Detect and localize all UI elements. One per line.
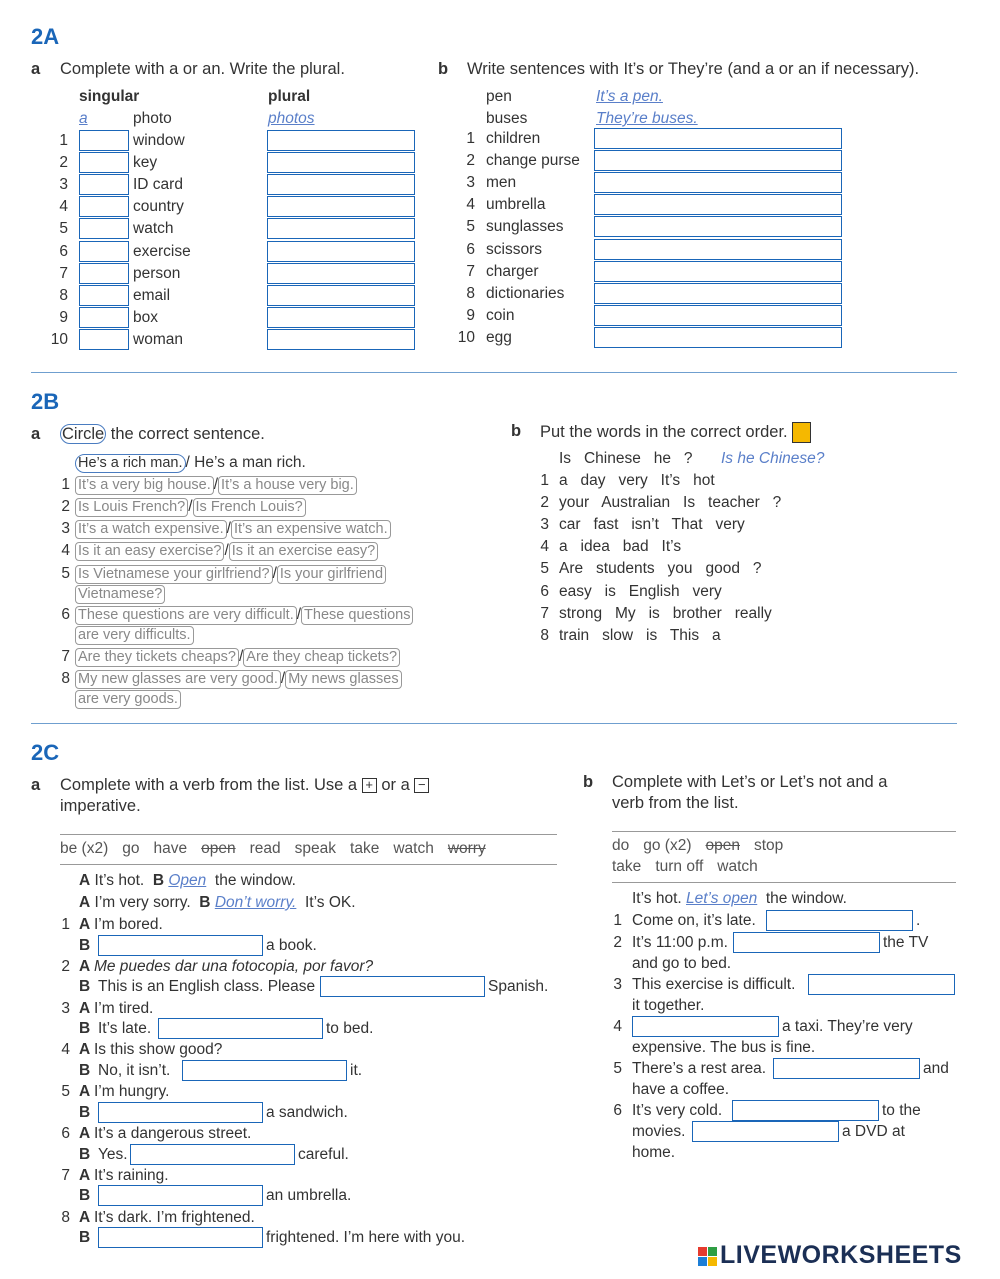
exercise-2b-b-instruction: Put the words in the correct order. [540,422,811,443]
example-correct: He’s a rich man. [75,454,186,473]
example-word-1: pen [486,88,512,105]
sentence-continued: have a coffee. [632,1081,730,1098]
sentence-choice-row: My new glasses are very good. / My news glasses [75,670,402,689]
sentence-continued: expensive. The bus is fine. [632,1039,816,1056]
dialogue-line-b-post: frightened. I’m here with you. [266,1229,466,1247]
sentence-input[interactable] [594,327,842,348]
item-number: 1 [466,130,475,147]
exercise-2c-a-instruction-line2: imperative. [60,797,141,815]
speaker-b: B [79,1187,91,1205]
example-plural: photos [268,110,315,127]
plural-input[interactable] [267,307,415,328]
article-input[interactable] [79,130,129,151]
article-input[interactable] [79,263,129,284]
item-number: 6 [466,240,475,258]
item-number: 2 [466,152,475,170]
speaker-b: B [79,1020,91,1038]
item-number: 3 [61,520,70,537]
dialogue-line-b-pre: This is an English class. Please [98,978,316,996]
word-list-item: watch [717,858,758,875]
item-number: 2 [61,498,70,515]
prompt-word: coin [486,306,515,324]
item-number: 4 [61,542,70,559]
article-input[interactable] [79,241,129,262]
plus-icon: + [362,778,377,793]
dialogue-line-a: A Is this show good? [79,1041,223,1059]
article-input[interactable] [79,307,129,328]
speaker-b: B [79,978,91,996]
item-number: 5 [59,220,68,238]
scrambled-words: car fast isn’t That very [559,516,745,534]
singular-word: country [133,198,184,216]
sticky-note-icon[interactable] [792,422,811,443]
item-number: 6 [61,606,70,623]
singular-word: woman [133,330,183,348]
word-list-item: speak [294,840,337,857]
dialogue-line-a: A I’m tired. [79,999,154,1017]
sentence-pre: This exercise is difficult. [632,976,796,993]
item-number: 1 [59,132,68,149]
sentence-post: . [916,912,921,929]
example-word: photo [133,110,172,127]
sentence-choice-row: Is Vietnamese your girlfriend? / Is your girlfriend [75,565,386,584]
example-2: A I’m very sorry. B Don’t worry. It’s OK. [79,894,356,911]
dialogue-line-a: A It’s raining. [79,1166,169,1184]
example-2c-b: It’s hot. Let’s open the window. [632,890,847,907]
exercise-2a-b-instruction: Write sentences with It’s or They’re (and a or an if necessary). [467,60,920,78]
item-number: 8 [540,626,549,644]
item-number: 2 [59,154,68,172]
plural-input[interactable] [267,285,415,306]
liveworksheets-logo: LIVEWORKSHEETS [698,1241,962,1270]
article-input[interactable] [79,196,129,217]
sentence-input[interactable] [594,283,842,304]
item-number: 3 [613,976,622,993]
plural-input[interactable] [267,196,415,217]
prompt-word: dictionaries [486,284,565,302]
speaker-b: B [79,1145,91,1163]
word-list-item: go (x2) [643,837,692,854]
sentence-post: and [923,1060,949,1077]
scrambled-words: train slow is This a [559,626,721,644]
sentence-choice-row: Is it an easy exercise? / Is it an exercise easy? [75,542,378,561]
item-number: 4 [59,198,68,216]
item-number: 2 [540,494,549,512]
scrambled-words: Are students you good ? [559,560,762,578]
speaker-b: B [79,1229,91,1247]
sentence-input[interactable] [594,239,842,260]
exercise-2a-a-label: a [31,60,41,78]
exercise-2c-b-instruction: Complete with Let’s or Let’s not and a [612,773,888,791]
word-list-item: have [153,840,188,857]
sentence-option[interactable]: My new glasses are very good. [75,670,281,689]
singular-word: person [133,264,181,282]
sentence-pre: Come on, it’s late. [632,912,756,929]
item-number: 5 [61,1083,70,1101]
sentence-choice-row: It’s a watch expensive. / It’s an expensive watch. [75,520,391,539]
sentence-post: the TV [883,934,929,951]
divider [31,723,957,724]
dialogue-line-b-post: it. [350,1061,363,1079]
example-sentence-pair: He’s a rich man. / He’s a man rich. [75,454,306,473]
item-number: 1 [61,916,70,933]
item-number: 9 [466,306,475,324]
item-number: 7 [540,604,549,622]
lets-input[interactable] [766,910,913,931]
item-number: 10 [50,330,68,348]
scrambled-words: easy is English very [559,582,722,600]
item-number: 10 [457,328,475,346]
word-list-item: read [249,840,281,857]
plural-input[interactable] [267,174,415,195]
sentence-choice-row: Is Louis French? / Is French Louis? [75,498,306,517]
article-input[interactable] [79,285,129,306]
word-list-item: worry [447,840,486,857]
dialogue-line-a: A I’m bored. [79,916,163,933]
item-number: 8 [59,286,68,304]
example-1: A It’s hot. B Open the window. [79,872,296,889]
item-number: 8 [466,284,475,302]
item-number: 1 [540,472,549,489]
sentence-option[interactable]: These questions are very difficult. [75,606,297,625]
dialogue-line-b-pre: It’s late. [98,1020,152,1038]
verb-input[interactable] [98,1227,263,1248]
divider [31,372,957,373]
singular-word: exercise [133,242,191,260]
prompt-word: umbrella [486,196,546,214]
sentence-input[interactable] [594,194,842,215]
sentence-continued: home. [632,1144,676,1161]
singular-word: email [133,286,171,304]
item-number: 5 [540,560,549,578]
item-number: 6 [59,242,68,260]
prompt-word: children [486,130,541,147]
sentence-continued: it together. [632,997,705,1014]
item-number: 3 [540,516,549,534]
item-number: 6 [613,1102,622,1119]
word-list-item: take [350,840,380,857]
singular-word: box [133,308,158,326]
item-number: 5 [613,1060,622,1077]
prompt-word: egg [486,328,512,346]
article-input[interactable] [79,152,129,173]
sentence-choice-row: It’s a very big house. / It’s a house very big. [75,476,357,495]
sentence-option[interactable]: Is your girlfriend [277,565,386,584]
verb-input[interactable] [320,976,485,997]
sentence-option[interactable]: It’s a house very big. [218,476,357,495]
item-number: 3 [466,174,475,192]
lets-input[interactable] [808,974,955,995]
sentence-option[interactable]: Is it an exercise easy? [229,542,378,561]
exercise-2c-b-instruction-line2: verb from the list. [612,794,739,812]
sentence-option[interactable]: Is Louis French? [75,498,188,517]
sentence-option[interactable]: It’s a watch expensive. [75,520,227,539]
dialogue-line-b-post: a sandwich. [266,1103,348,1121]
exercise-2c-a-label: a [31,776,41,794]
item-number: 2 [613,934,622,951]
sentence-post: to the [882,1102,921,1119]
prompt-word: sunglasses [486,218,564,236]
sentence-option[interactable]: Vietnamese? [75,585,165,604]
item-number: 7 [61,1166,70,1184]
sentence-input[interactable] [594,305,842,326]
example-answer: Is he Chinese? [721,450,825,467]
exercise-2a-a-instruction: Complete with a or an. Write the plural. [60,60,345,78]
dialogue-line-b-pre: No, it isn’t. [98,1061,171,1079]
sentence-option[interactable]: Is it an easy exercise? [75,542,224,561]
dialogue-line-b-post: Spanish. [488,978,549,996]
item-number: 8 [61,1208,70,1226]
example-word-2: buses [486,110,528,127]
item-number: 3 [61,999,70,1017]
item-number: 3 [59,176,68,194]
column-header-singular: singular [79,88,140,105]
plural-input[interactable] [267,218,415,239]
item-number: 4 [613,1018,622,1035]
exercise-2c-b-label: b [583,773,594,791]
article-input[interactable] [79,174,129,195]
lets-input[interactable] [733,932,880,953]
item-number: 4 [466,196,475,214]
scrambled-words: your Australian Is teacher ? [559,494,782,512]
prompt-word: change purse [486,152,580,170]
sentence-pre: It’s 11:00 p.m. [632,934,728,951]
verb-input[interactable] [182,1060,347,1081]
dialogue-line-b-post: an umbrella. [266,1187,352,1205]
lets-input[interactable] [692,1121,839,1142]
dialogue-line-b-post: to bed. [326,1020,374,1038]
item-number: 7 [59,264,68,282]
speaker-b: B [79,1103,91,1121]
plural-input[interactable] [267,263,415,284]
dialogue-line-a: A I’m hungry. [79,1083,170,1101]
example-scrambled: Is Chinese he ? [559,450,693,467]
speaker-b: B [79,1061,91,1079]
sentence-option-continued [75,626,194,645]
lets-input[interactable] [773,1058,920,1079]
exercise-2c-a-instruction: Complete with a verb from the list. Use a + or a − [60,776,429,795]
singular-word: ID card [133,176,183,194]
example-article: a [79,110,88,127]
dialogue-line-b-pre: Yes. [98,1145,128,1163]
sentence-post: a DVD at [842,1123,905,1140]
singular-word: window [133,132,185,149]
circled-word: Circle [62,425,105,443]
sentence-continued: movies. [632,1123,686,1140]
verb-input[interactable] [158,1018,323,1039]
sentence-pre: It’s very cold. [632,1102,723,1119]
example-answer-2: They’re buses. [596,110,698,127]
minus-icon: − [414,778,429,793]
prompt-word: men [486,174,517,192]
sentence-post: a taxi. They’re very [782,1018,913,1035]
word-list-item: open [201,840,236,857]
word-list-item: be (x2) [60,840,109,857]
dialogue-line-a: A It’s a dangerous street. [79,1125,252,1142]
exercise-2b-a-label: a [31,425,41,443]
plural-input[interactable] [267,329,415,350]
scrambled-words: a day very It’s hot [559,472,715,489]
example-answer-1: It’s a pen. [596,88,663,105]
prompt-word: scissors [486,240,542,258]
sentence-input[interactable] [594,128,842,149]
example-wrong: He’s a man rich. [194,454,306,471]
sentence-input[interactable] [594,150,842,171]
scrambled-words: strong My is brother really [559,604,772,622]
sentence-option[interactable]: Are they cheap tickets? [243,648,400,667]
sentence-option[interactable]: Is French Louis? [193,498,306,517]
verb-input[interactable] [130,1144,295,1165]
item-number: 4 [61,1041,70,1059]
item-number: 1 [61,476,70,493]
exercise-2a-b-label: b [438,60,449,78]
word-list-item: stop [753,837,784,854]
sentence-option[interactable]: Is Vietnamese your girlfriend? [75,565,273,584]
dialogue-line-b-post: a book. [266,936,317,954]
item-number: 7 [466,262,475,280]
item-number: 4 [540,538,549,556]
plural-input[interactable] [267,152,415,173]
sentence-option-continued [75,585,165,604]
item-number: 7 [61,648,70,665]
word-list-item: go [122,840,140,857]
item-number: 6 [540,582,549,600]
verb-input[interactable] [98,935,263,956]
sentence-option[interactable]: Are they tickets cheaps? [75,648,239,667]
sentence-choice-row: These questions are very difficult. / These questions [75,606,413,625]
word-list-item: open [705,837,740,854]
word-list-2c-b [612,831,956,883]
dialogue-line-b-post: careful. [298,1145,349,1163]
dialogue-line-a: A Me puedes dar una fotocopia, por favor? [79,957,374,975]
item-number: 9 [59,308,68,326]
word-list-2c-a [60,834,557,865]
sentence-option[interactable]: are very goods. [75,690,181,709]
singular-word: key [133,154,158,172]
lets-input[interactable] [632,1016,779,1037]
sentence-option[interactable]: are very difficults. [75,626,194,645]
column-header-plural: plural [268,88,311,105]
scrambled-words: a idea bad It’s [559,538,682,556]
sentence-choice-row: Are they tickets cheaps? / Are they cheap tickets? [75,648,400,667]
item-number: 5 [466,218,475,236]
exercise-2b-b-label: b [511,422,522,440]
verb-input[interactable] [98,1185,263,1206]
sentence-option[interactable]: It’s an expensive watch. [231,520,391,539]
word-list-item: take [612,858,642,875]
section-title-2b: 2B [31,389,60,414]
speaker-b: B [79,936,91,954]
sentence-continued: and go to bed. [632,955,732,972]
word-list-item: watch [393,840,434,857]
sentence-input[interactable] [594,172,842,193]
article-input[interactable] [79,218,129,239]
exercise-2b-a-instruction: Circle the correct sentence. [62,425,265,443]
item-number: 8 [61,670,70,687]
article-input[interactable] [79,329,129,350]
sentence-input[interactable] [594,216,842,237]
sentence-option[interactable]: My news glasses [285,670,401,689]
sentence-option-continued [75,690,181,709]
plural-input[interactable] [267,130,415,151]
dialogue-line-a: A It’s dark. I’m frightened. [79,1208,255,1226]
item-number: 1 [613,912,622,929]
plural-input[interactable] [267,241,415,262]
prompt-word: charger [486,262,539,280]
logo-mark-icon [698,1247,717,1266]
singular-word: watch [133,220,174,238]
sentence-pre: There’s a rest area. [632,1060,767,1077]
sentence-option[interactable]: It’s a very big house. [75,476,214,495]
item-number: 6 [61,1125,70,1142]
item-number: 2 [61,957,70,975]
sentence-option[interactable]: These questions [301,606,413,625]
section-title-2a: 2A [31,24,60,49]
word-list-item: do [612,837,630,854]
section-title-2c: 2C [31,740,60,765]
lets-input[interactable] [732,1100,879,1121]
sentence-input[interactable] [594,261,842,282]
verb-input[interactable] [98,1102,263,1123]
word-list-item: turn off [655,858,704,875]
item-number: 5 [61,565,70,582]
